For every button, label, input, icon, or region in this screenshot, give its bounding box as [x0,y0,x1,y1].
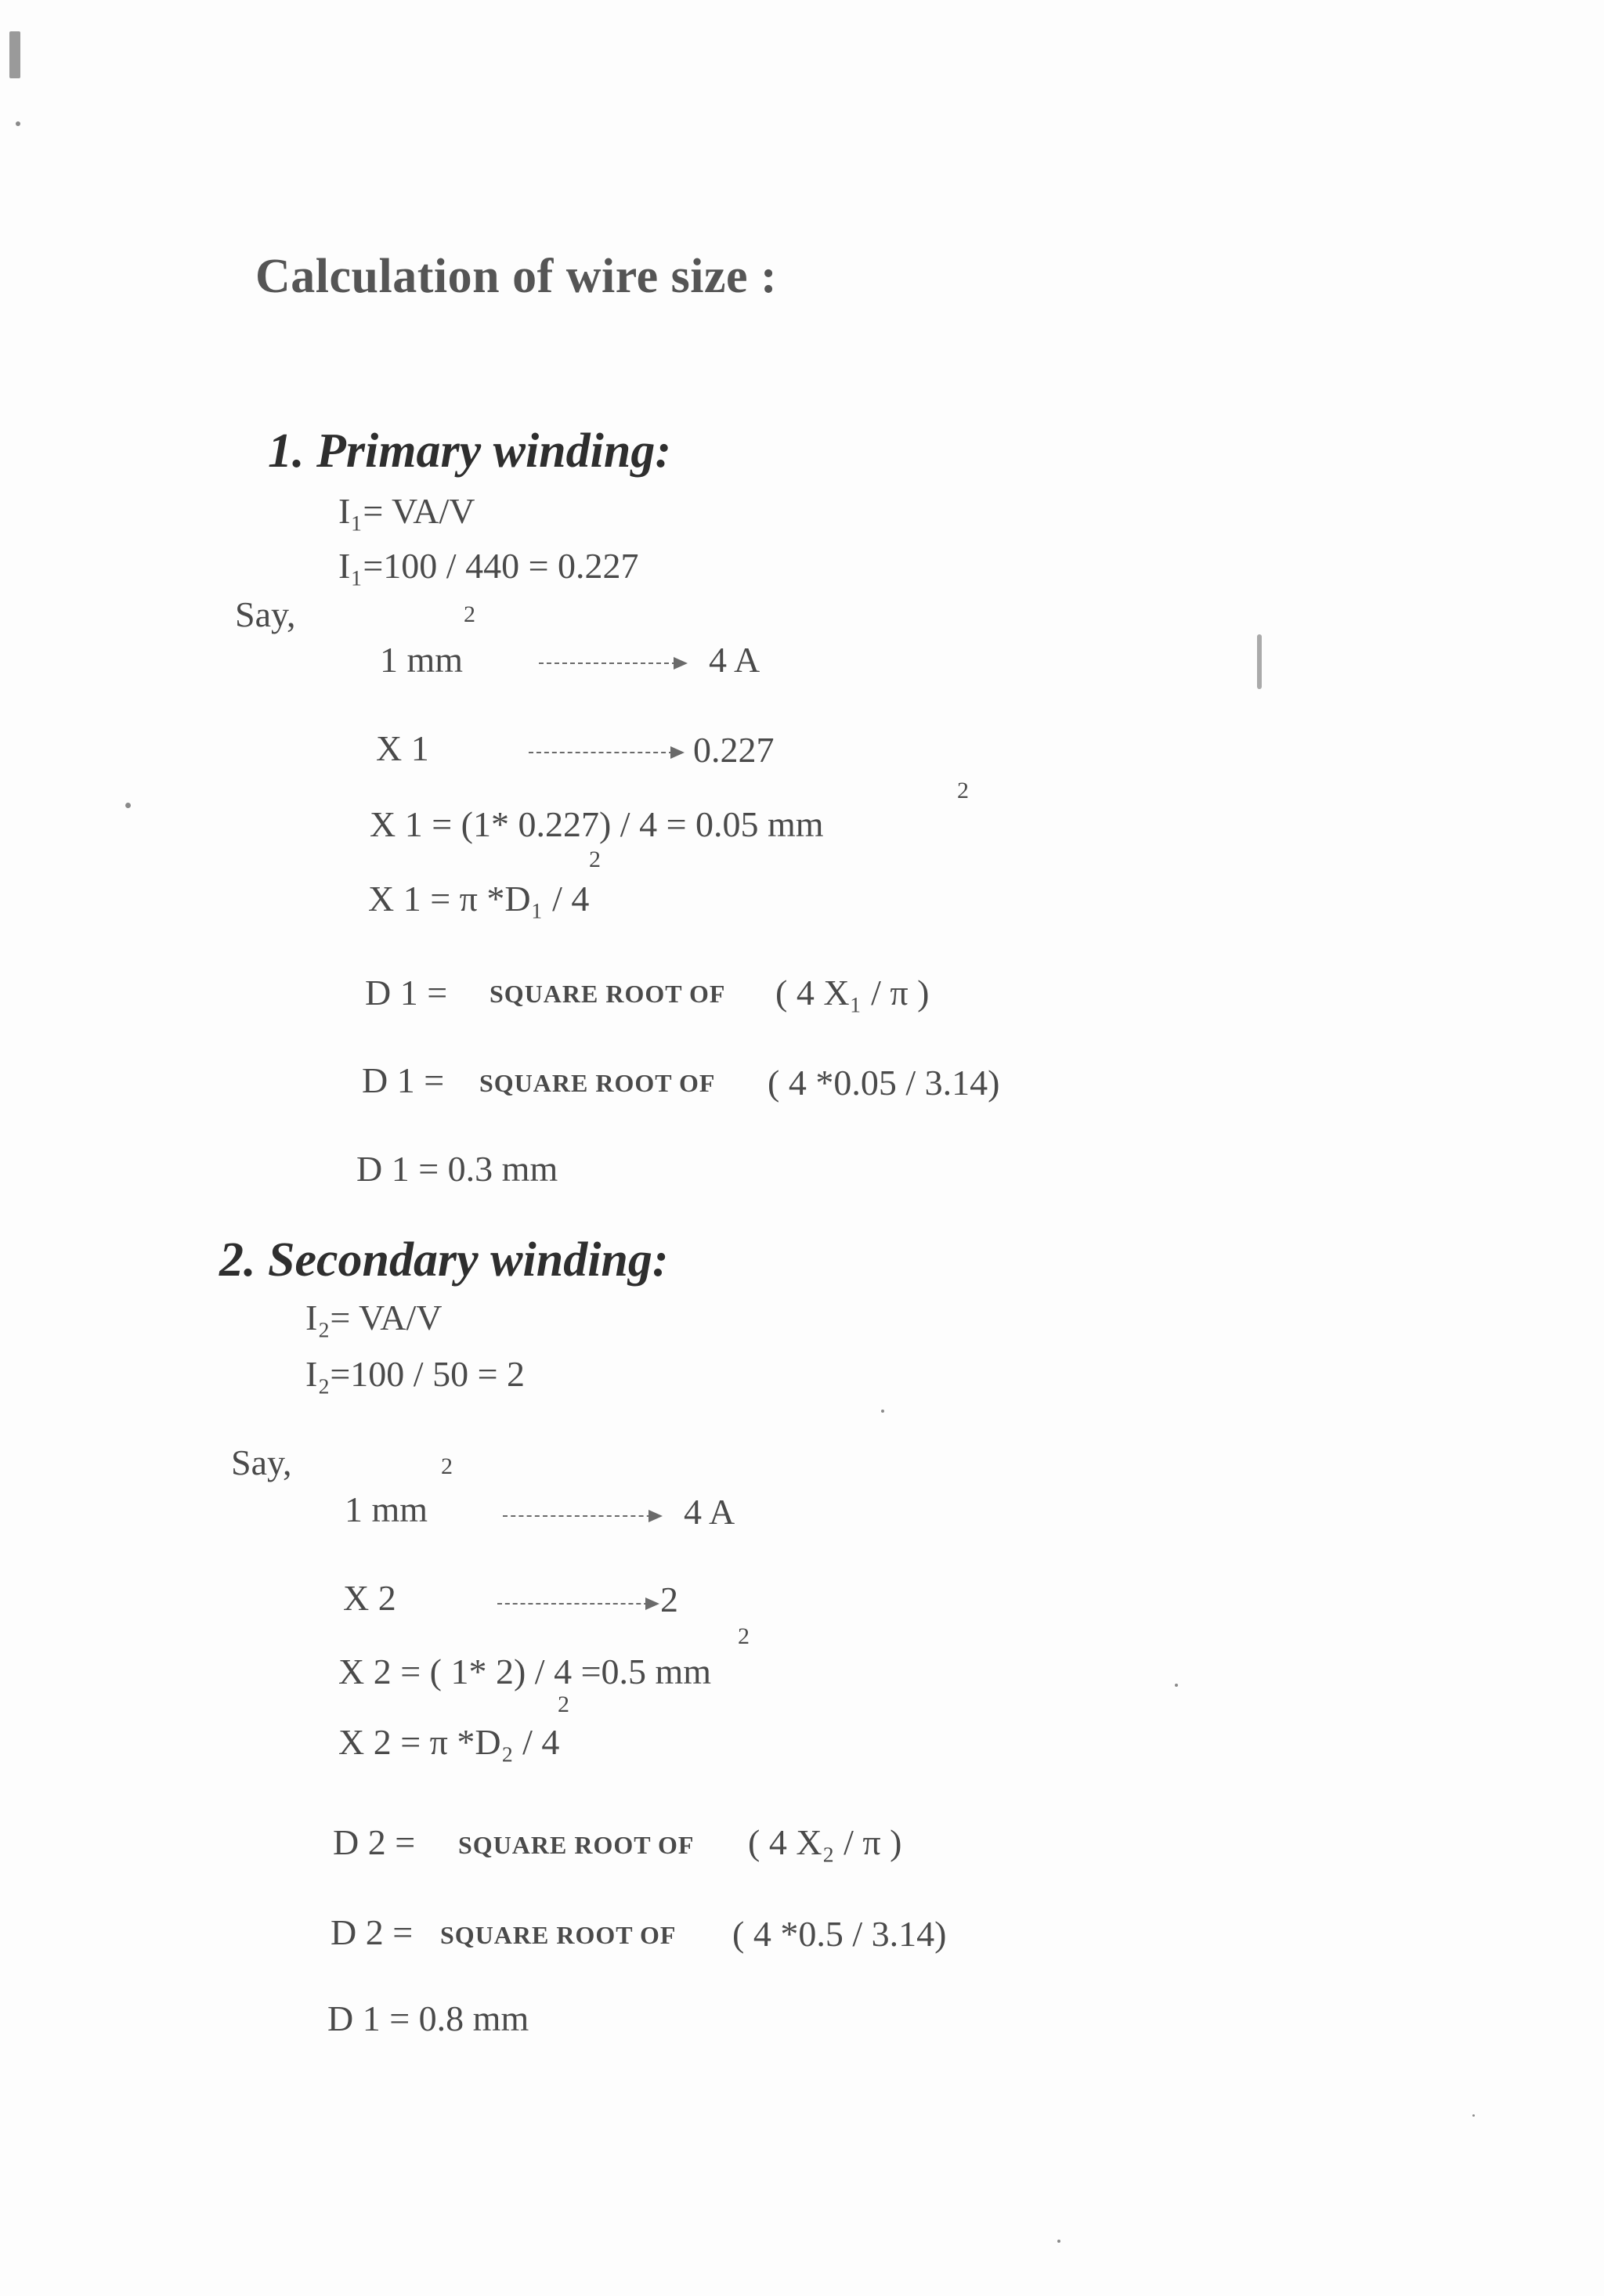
primary-current-value: I₁=100 / 440 = 0.227 [338,546,639,586]
secondary-ratio-right-2: 2 [660,1579,678,1619]
secondary-say-label: Say, [231,1442,292,1482]
primary-winding-heading: 1. Primary winding: [268,424,672,478]
page-title: Calculation of wire size : [255,250,778,303]
primary-area-calculation: X 1 = (1* 0.227) / 4 = 0.05 mm [370,804,824,844]
secondary-diameter-expression: ( 4 X₂ / π ) [748,1822,902,1862]
secondary-diameter-prefix-2: D 2 = [331,1912,414,1952]
secondary-area-formula: X 2 = π *D₂ / 4 [338,1722,560,1762]
primary-say-label: Say, [235,594,296,634]
scan-speck [125,803,131,808]
primary-diameter-expression-2: ( 4 *0.05 / 3.14) [768,1063,1000,1103]
secondary-sqrt-label: SQUARE ROOT OF [458,1831,695,1859]
primary-ratio-left-1: 1 mm [380,640,464,680]
primary-diameter-prefix: D 1 = [365,973,448,1013]
primary-ratio-right-1: 4 A [709,640,760,680]
secondary-area-calculation: X 2 = ( 1* 2) / 4 =0.5 mm [338,1652,712,1691]
scan-speck [1057,2240,1060,2243]
primary-diameter-superscript: 2 [589,847,601,872]
primary-arrow-2 [529,752,681,753]
secondary-area-unit-superscript: 2 [738,1623,750,1649]
primary-diameter-result: D 1 = 0.3 mm [356,1149,558,1189]
secondary-winding-heading: 2. Secondary winding: [219,1233,669,1287]
primary-area-formula: X 1 = π *D₁ / 4 [368,879,590,919]
scan-speck [881,1410,884,1413]
secondary-mm-superscript: 2 [441,1453,453,1479]
secondary-sqrt-label-2: SQUARE ROOT OF [440,1921,677,1949]
secondary-diameter-result: D 1 = 0.8 mm [327,1998,529,2038]
primary-arrow-1 [539,662,685,664]
primary-sqrt-label: SQUARE ROOT OF [490,980,726,1008]
secondary-diameter-prefix: D 2 = [333,1822,416,1862]
primary-current-formula: I₁= VA/V [338,491,475,531]
secondary-diameter-expression-2: ( 4 *0.5 / 3.14) [732,1914,947,1954]
primary-diameter-prefix-2: D 1 = [362,1060,445,1100]
primary-ratio-right-2: 0.227 [693,730,775,770]
scan-speck [1472,2114,1475,2117]
scan-speck [9,31,20,78]
secondary-ratio-left-1: 1 mm [345,1489,428,1529]
secondary-current-value: I₂=100 / 50 = 2 [305,1354,526,1394]
primary-sqrt-label-2: SQUARE ROOT OF [479,1069,716,1097]
secondary-ratio-left-2: X 2 [343,1578,396,1618]
primary-diameter-expression: ( 4 X₁ / π ) [775,973,930,1013]
scan-speck [1175,1684,1178,1687]
secondary-arrow-2 [497,1603,656,1605]
secondary-arrow-1 [503,1515,659,1517]
scan-speck [1257,634,1262,689]
primary-ratio-left-2: X 1 [376,728,429,768]
primary-area-unit-superscript: 2 [957,778,969,803]
secondary-ratio-right-1: 4 A [684,1492,735,1532]
primary-mm-superscript: 2 [464,601,475,627]
secondary-current-formula: I₂= VA/V [305,1298,443,1338]
secondary-diameter-superscript: 2 [558,1691,569,1717]
scan-speck [16,121,20,126]
